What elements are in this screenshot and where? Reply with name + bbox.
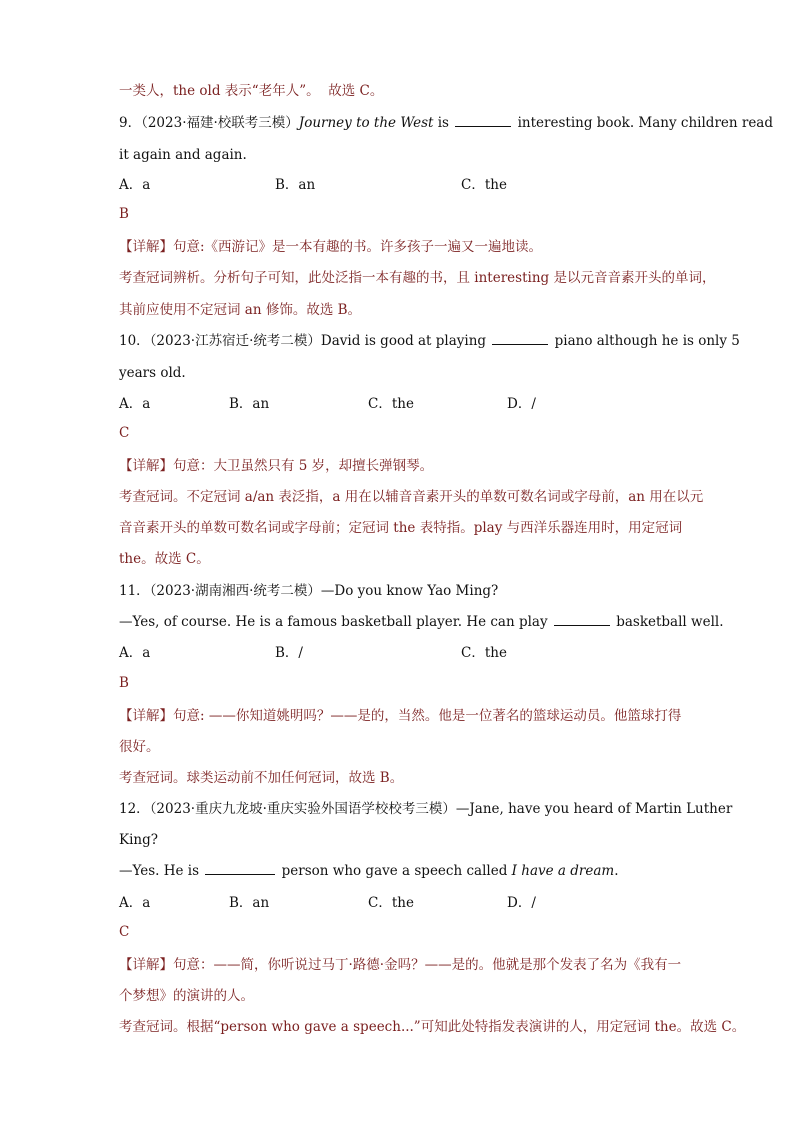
detail-meaning [119, 955, 681, 975]
detail-tag: 【详解】 [119, 239, 173, 255]
analysis-line: the。故选 C。 [119, 551, 210, 567]
question-text: —Jane, have you heard of Martin Luther [455, 801, 733, 817]
option-a: A．a [119, 645, 151, 661]
question-9-stem-line2: it again and again. [119, 147, 247, 163]
detail-tag: 【详解】 [119, 708, 173, 724]
option-c: C．the [461, 645, 507, 661]
answer-blank [205, 862, 275, 875]
detail-tag: 【详解】 [119, 458, 173, 474]
question-text: is [433, 115, 449, 131]
question-11-stem [119, 581, 498, 601]
question-number: 10． [119, 333, 150, 349]
question-source: （2023·重庆九龙坡·重庆实验外国语学校校考三模） [149, 801, 456, 817]
question-source: （2023·福建·校联考三模） [141, 115, 299, 131]
question-title-italic: Journey to the West [298, 115, 434, 131]
detail-meaning-line2: 很好。 [119, 739, 160, 755]
option-a: A．a [119, 396, 151, 412]
question-12-stem-line1b: King? [119, 832, 158, 848]
question-text: basketball well. [616, 614, 724, 630]
answer-letter: B [119, 675, 129, 691]
detail-text: 句意：大卫虽然只有 5 岁，却擅长弹钢琴。 [173, 458, 434, 474]
question-text: piano although he is only 5 [554, 333, 740, 349]
question-12-stem-line2 [119, 861, 619, 881]
option-c: C．the [461, 177, 507, 193]
option-a: A．a [119, 895, 151, 911]
analysis-line: 考查冠词。球类运动前不加任何冠词，故选 B。 [119, 770, 404, 786]
detail-text: 句意: ——你知道姚明吗？——是的，当然。他是一位著名的篮球运动员。他篮球打得 [173, 708, 682, 724]
option-c: C．the [368, 895, 414, 911]
continuation-phrase: the old [173, 83, 221, 99]
question-source: （2023·湖南湘西·统考二模） [149, 583, 321, 599]
analysis-line: 考查冠词。不定冠词 a/an 表泛指，a 用在以辅音音素开头的单数可数名词或字母前，an 用在以元 [119, 489, 704, 505]
question-10-stem [119, 331, 740, 351]
continuation-end: 故选 C。 [328, 83, 384, 99]
question-text: person who gave a speech called [281, 863, 512, 879]
question-text: David is good at playing [320, 333, 487, 349]
question-text: —Yes. He is [119, 863, 200, 879]
question-text: —Do you know Yao Ming? [320, 583, 499, 599]
question-text: . [614, 863, 619, 879]
question-text: interesting book. Many children read [517, 115, 773, 131]
option-d: D．/ [507, 396, 536, 412]
continuation-line [119, 81, 383, 101]
question-10-stem-line2: years old. [119, 365, 186, 381]
option-b: B．an [229, 895, 270, 911]
answer-blank [554, 613, 610, 626]
question-number: 12． [119, 801, 150, 817]
analysis-line: 其前应使用不定冠词 an 修饰。故选 B。 [119, 302, 362, 318]
answer-blank [492, 332, 548, 345]
detail-meaning [119, 456, 433, 476]
question-source: （2023·江苏宿迁·统考二模） [149, 333, 321, 349]
question-12-stem [119, 799, 732, 819]
answer-blank [455, 114, 511, 127]
question-title-italic: I have a dream [511, 863, 615, 879]
option-b: B．/ [275, 645, 303, 661]
analysis-line: 考查冠词辨析。分析句子可知，此处泛指一本有趣的书，且 interesting 是以元音音素开头的单词， [119, 270, 716, 286]
option-c: C．the [368, 396, 414, 412]
option-b: B．an [229, 396, 270, 412]
detail-meaning [119, 706, 681, 726]
question-text: —Yes, of course. He is a famous basketball player. He can play [119, 614, 548, 630]
detail-text: 句意：——简，你听说过马丁·路德·金吗？——是的。他就是那个发表了名为《我有一 [173, 957, 682, 973]
option-a: A．a [119, 177, 151, 193]
answer-letter: B [119, 206, 129, 222]
detail-tag: 【详解】 [119, 957, 173, 973]
continuation-middle: 表示“老年人”。 [224, 83, 320, 99]
detail-meaning-line2: 个梦想》的演讲的人。 [119, 988, 254, 1004]
option-d: D．/ [507, 895, 536, 911]
detail-meaning [119, 237, 542, 257]
question-number: 11． [119, 583, 150, 599]
option-b: B．an [275, 177, 316, 193]
detail-text: 句意:《西游记》是一本有趣的书。许多孩子一遍又一遍地读。 [173, 239, 543, 255]
question-11-stem-line2 [119, 612, 724, 632]
analysis-line: 考查冠词。根据“person who gave a speech...”可知此处特指发表演讲的人，用定冠词 the。故选 C。 [119, 1019, 746, 1035]
answer-letter: C [119, 425, 130, 441]
answer-letter: C [119, 924, 130, 940]
question-9-stem [119, 113, 773, 133]
analysis-line: 音音素开头的单数可数名词或字母前；定冠词 the 表特指。play 与西洋乐器连用时，用定冠词 [119, 520, 683, 536]
question-number: 9． [119, 115, 142, 131]
continuation-prefix: 一类人， [119, 83, 173, 99]
